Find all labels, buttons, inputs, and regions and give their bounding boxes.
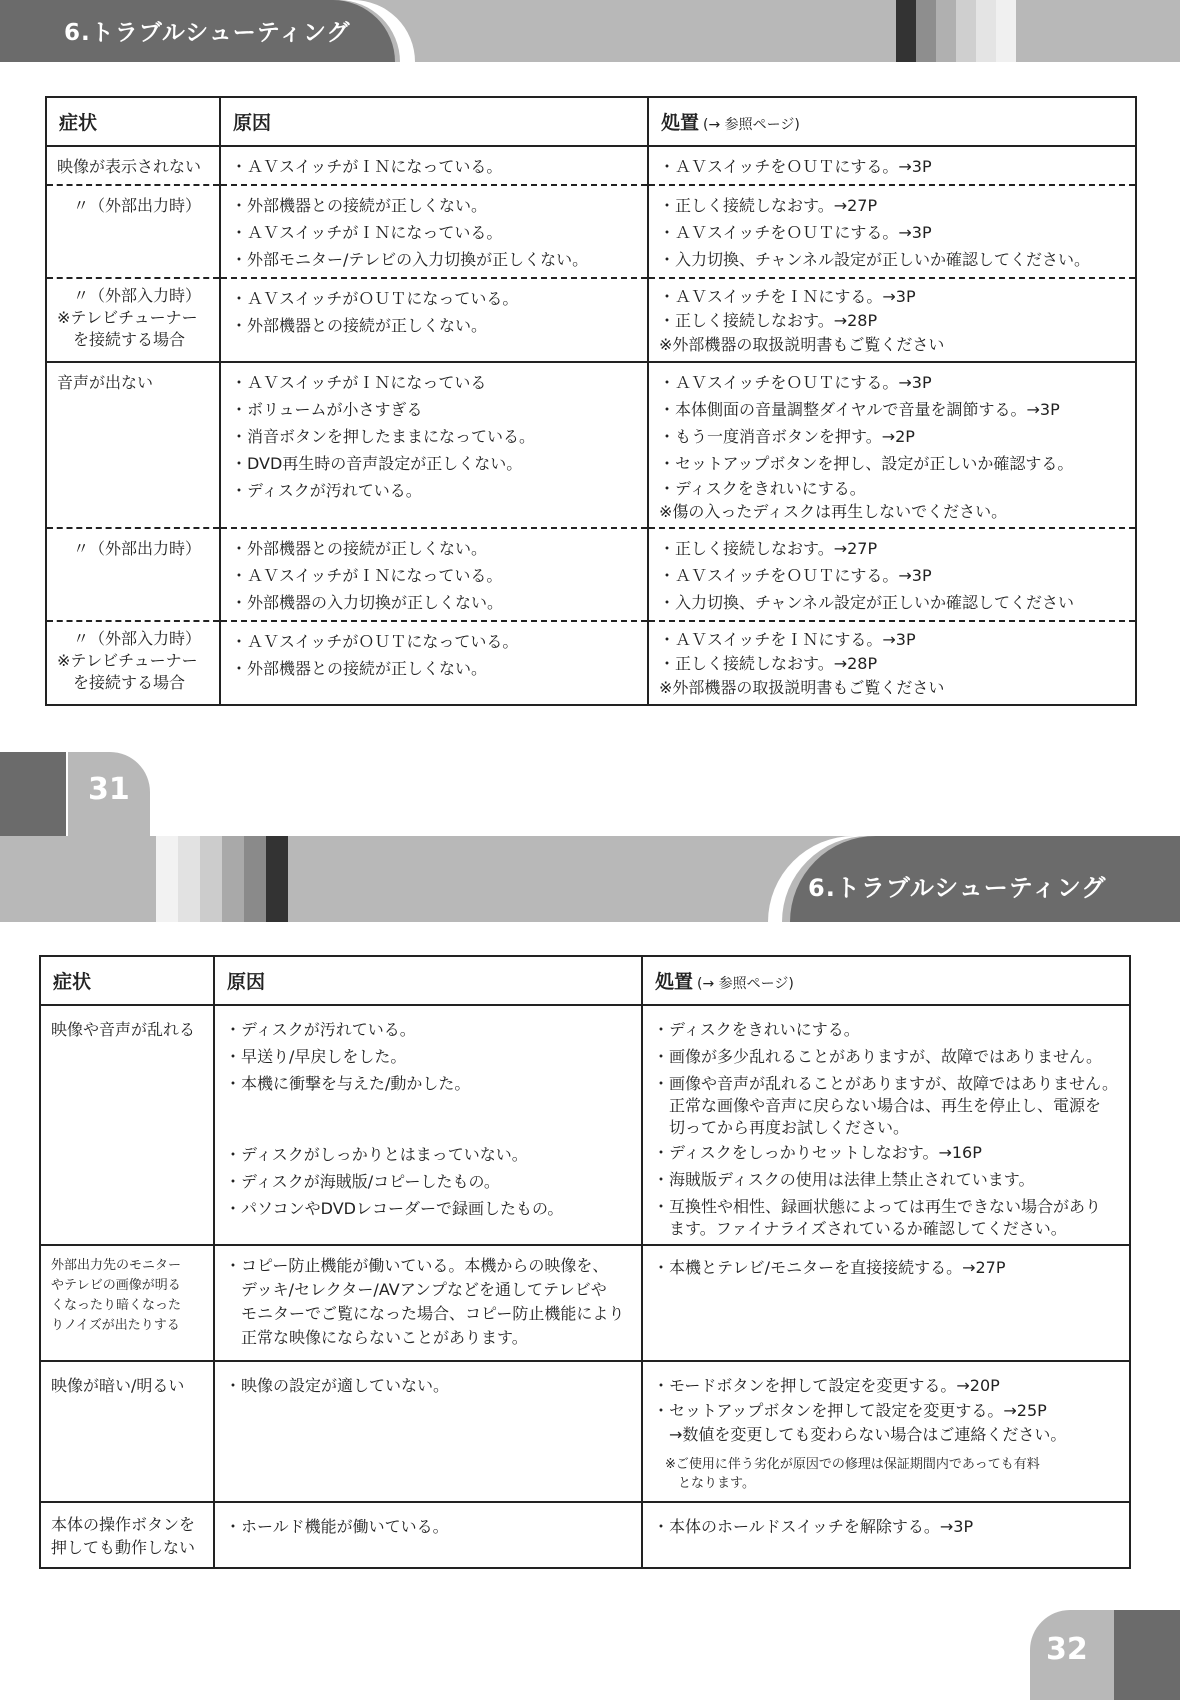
header-symptom: 症状 — [46, 97, 220, 146]
cause-text: 正常な映像にならないことがあります。 — [225, 1328, 528, 1347]
remedy-text: ・本体のホールドスイッチを解除する。→3P — [653, 1517, 974, 1536]
cause-text: ・ボリュームが小さすぎる — [231, 400, 423, 419]
cause-cell — [220, 362, 648, 528]
cause-text: ・ＡＶスイッチがＩＮになっている。 — [231, 566, 503, 585]
header-cause: 原因 — [214, 956, 642, 1005]
cause-text: ・ホールド機能が働いている。 — [225, 1517, 449, 1536]
cause-text: ・本機に衝撃を与えた/動かした。 — [225, 1074, 471, 1093]
remedy-text: ・モードボタンを押して設定を変更する。→20P — [653, 1376, 1000, 1395]
symptom-cell — [46, 528, 220, 621]
cause-cell — [214, 1361, 642, 1502]
cause-text: ・DVD再生時の音声設定が正しくない。 — [231, 454, 523, 473]
cause-cell — [214, 1005, 642, 1245]
cause-cell — [220, 185, 648, 278]
cause-text: ・早送り/早戻しをした。 — [225, 1047, 407, 1066]
remedy-text: ・ディスクをきれいにする。 — [659, 479, 866, 498]
remedy-text: ・正しく接続しなおす。→27P — [659, 196, 878, 215]
remedy-text: ・セットアップボタンを押し、設定が正しいか確認する。 — [659, 454, 1074, 473]
symptom-text: ※テレビチューナー — [57, 651, 198, 670]
remedy-cell — [648, 362, 1136, 528]
remedy-text: ・ＡＶスイッチをＯＵＴにする。→3P — [659, 373, 932, 392]
remedy-text: ・正しく接続しなおす。→28P — [659, 654, 878, 673]
remedy-cell — [648, 528, 1136, 621]
symptom-cell — [46, 278, 220, 362]
table-row — [40, 1245, 1130, 1361]
remedy-text: ・入力切換、チャンネル設定が正しいか確認してください — [659, 593, 1075, 612]
table-row — [46, 362, 1136, 528]
symptom-text: 〃（外部出力時） — [73, 539, 202, 558]
table-row — [46, 621, 1136, 705]
cause-text: ・外部機器の入力切換が正しくない。 — [231, 593, 504, 612]
remedy-note: ※外部機器の取扱説明書もご覧ください — [659, 678, 945, 697]
cause-text: ・外部機器との接続が正しくない。 — [231, 539, 488, 558]
remedy-text: ・本機とテレビ/モニターを直接接続する。→27P — [653, 1258, 1006, 1277]
symptom-text: ※テレビチューナー — [57, 308, 198, 327]
cause-text: ・ディスクがしっかりとはまっていない。 — [225, 1145, 528, 1164]
remedy-cell — [648, 146, 1136, 185]
page32-header-band — [0, 836, 1180, 922]
symptom-cell — [40, 1245, 214, 1361]
header-stripes — [896, 0, 1016, 62]
header-stripes — [156, 836, 288, 922]
remedy-text: ・ディスクをきれいにする。 — [653, 1020, 860, 1039]
table-row — [46, 528, 1136, 621]
remedy-cell — [642, 1502, 1130, 1568]
remedy-text: ・互換性や相性、録画状態によっては再生できない場合があり — [653, 1197, 1102, 1216]
remedy-text: 切ってから再度お試しください。 — [653, 1118, 910, 1137]
symptom-text: りノイズが出たりする — [51, 1318, 180, 1333]
remedy-note: となります。 — [665, 1476, 755, 1491]
symptom-cell — [46, 621, 220, 705]
remedy-cell — [642, 1005, 1130, 1245]
cause-text: ・外部機器との接続が正しくない。 — [231, 196, 488, 215]
cause-text: ・外部機器との接続が正しくない。 — [231, 659, 488, 678]
header-remedy — [642, 956, 1130, 1005]
symptom-text: 本体の操作ボタンを — [51, 1515, 196, 1534]
page-number-31: 31 — [88, 772, 130, 807]
remedy-cell — [648, 278, 1136, 362]
remedy-cell — [642, 1361, 1130, 1502]
remedy-text: ・本体側面の音量調整ダイヤルで音量を調節する。→3P — [659, 400, 1060, 419]
cause-text: ・外部モニター/テレビの入力切換が正しくない。 — [231, 250, 589, 269]
cause-spacer — [225, 1097, 631, 1119]
header-remedy-ref: (→ 参照ページ) — [697, 976, 794, 992]
symptom-text: 〃（外部入力時） — [73, 286, 202, 305]
cause-text: ・ＡＶスイッチがＯＵＴになっている。 — [231, 289, 519, 308]
symptom-text: 外部出力先のモニター — [51, 1258, 182, 1273]
header-remedy-label: 処置 — [661, 112, 700, 134]
symptom-text: くなったり暗くなった — [51, 1298, 182, 1313]
table-row — [40, 1005, 1130, 1245]
symptom-cell — [40, 1502, 214, 1568]
remedy-note: ※ご使用に伴う劣化が原因での修理は保証期間内であっても有料 — [665, 1457, 1040, 1472]
header-symptom: 症状 — [40, 956, 214, 1005]
symptom-cell — [46, 185, 220, 278]
symptom-text: 音声が出ない — [57, 373, 154, 392]
cause-cell — [220, 146, 648, 185]
remedy-text: ・ＡＶスイッチをＯＵＴにする。→3P — [659, 566, 932, 585]
symptom-text: 押しても動作しない — [51, 1538, 196, 1557]
remedy-note: ※傷の入ったディスクは再生しないでください。 — [659, 502, 1008, 521]
cause-text: ・映像の設定が適していない。 — [225, 1376, 450, 1395]
cause-text: ・ＡＶスイッチがＩＮになっている。 — [231, 223, 503, 242]
table-row — [46, 278, 1136, 362]
symptom-cell — [46, 362, 220, 528]
remedy-text: ・ＡＶスイッチをＯＵＴにする。→3P — [659, 157, 932, 176]
remedy-text: ・もう一度消音ボタンを押す。→2P — [659, 427, 915, 446]
header-remedy-ref: (→ 参照ページ) — [703, 117, 800, 133]
cause-text: ・ディスクが海賊版/コピーしたもの。 — [225, 1172, 500, 1191]
page32-number-block — [1114, 1610, 1180, 1700]
remedy-cell — [648, 185, 1136, 278]
cause-cell — [214, 1245, 642, 1361]
remedy-text: ・正しく接続しなおす。→28P — [659, 311, 878, 330]
symptom-text: 〃（外部入力時） — [73, 629, 202, 648]
symptom-cell — [40, 1361, 214, 1502]
symptom-cell — [46, 146, 220, 185]
symptom-text: 映像や音声が乱れる — [51, 1020, 196, 1039]
remedy-text: ・セットアップボタンを押して設定を変更する。→25P — [653, 1401, 1047, 1420]
symptom-text: を接続する場合 — [73, 673, 186, 692]
remedy-text: ・ＡＶスイッチをＩＮにする。→3P — [659, 287, 916, 306]
cause-text: ・外部機器との接続が正しくない。 — [231, 316, 488, 335]
remedy-text: ・画像が多少乱れることがありますが、故障ではありません。 — [653, 1047, 1102, 1066]
page-number-32: 32 — [1046, 1632, 1088, 1667]
table-row — [40, 1361, 1130, 1502]
cause-spacer — [225, 1119, 631, 1141]
cause-text: ・消音ボタンを押したままになっている。 — [231, 427, 536, 446]
page32-section-title: 6.トラブルシューティング — [808, 874, 1107, 902]
remedy-text: 正常な画像や音声に戻らない場合は、再生を停止し、電源を — [653, 1096, 1102, 1115]
cause-text: ・ＡＶスイッチがＯＵＴになっている。 — [231, 632, 519, 651]
cause-text: ・ＡＶスイッチがＩＮになっている — [231, 373, 487, 392]
header-remedy — [648, 97, 1136, 146]
cause-text: ・パソコンやDVDレコーダーで録画したもの。 — [225, 1199, 564, 1218]
table-row — [46, 146, 1136, 185]
page31-troubleshooting-table — [45, 96, 1137, 706]
symptom-text: 〃（外部出力時） — [73, 196, 202, 215]
symptom-text: 映像が表示されない — [57, 157, 202, 176]
remedy-cell — [642, 1245, 1130, 1361]
page32-troubleshooting-table — [39, 955, 1131, 1569]
header-remedy-label: 処置 — [655, 971, 694, 993]
remedy-text: ます。ファイナライズされているか確認してください。 — [653, 1219, 1067, 1238]
table-row — [46, 185, 1136, 278]
cause-text: ・ディスクが汚れている。 — [231, 481, 422, 500]
cause-cell — [214, 1502, 642, 1568]
remedy-text: ・ＡＶスイッチをＩＮにする。→3P — [659, 630, 916, 649]
cause-text: ・ディスクが汚れている。 — [225, 1020, 416, 1039]
remedy-text: ・正しく接続しなおす。→27P — [659, 539, 878, 558]
cause-cell — [220, 621, 648, 705]
cause-text: モニターでご覧になった場合、コピー防止機能により — [225, 1304, 625, 1323]
remedy-text: →数値を変更しても変わらない場合はご連絡ください。 — [653, 1425, 1067, 1444]
remedy-text: ・海賊版ディスクの使用は法律上禁止されています。 — [653, 1170, 1035, 1189]
page31-number-block — [0, 752, 66, 836]
remedy-text: ・入力切換、チャンネル設定が正しいか確認してください。 — [659, 250, 1091, 269]
symptom-cell — [40, 1005, 214, 1245]
header-cause: 原因 — [220, 97, 648, 146]
remedy-cell — [648, 621, 1136, 705]
symptom-text: やテレビの画像が明る — [51, 1278, 181, 1293]
symptom-text: を接続する場合 — [73, 330, 186, 349]
page31-header-band — [0, 0, 1180, 62]
page31-section-title: 6.トラブルシューティング — [64, 20, 351, 46]
symptom-text: 映像が暗い/明るい — [51, 1376, 185, 1395]
table-row — [40, 1502, 1130, 1568]
remedy-note: ※外部機器の取扱説明書もご覧ください — [659, 335, 945, 354]
cause-text: デッキ/セレクター/AVアンプなどを通してテレビや — [225, 1280, 607, 1299]
cause-text: ・ＡＶスイッチがＩＮになっている。 — [231, 157, 503, 176]
remedy-text: ・画像や音声が乱れることがありますが、故障ではありません。 — [653, 1074, 1118, 1093]
remedy-text: ・ＡＶスイッチをＯＵＴにする。→3P — [659, 223, 932, 242]
cause-cell — [220, 278, 648, 362]
cause-text: ・コピー防止機能が働いている。本機からの映像を、 — [225, 1256, 609, 1275]
remedy-text: ・ディスクをしっかりセットしなおす。→16P — [653, 1143, 982, 1162]
cause-cell — [220, 528, 648, 621]
